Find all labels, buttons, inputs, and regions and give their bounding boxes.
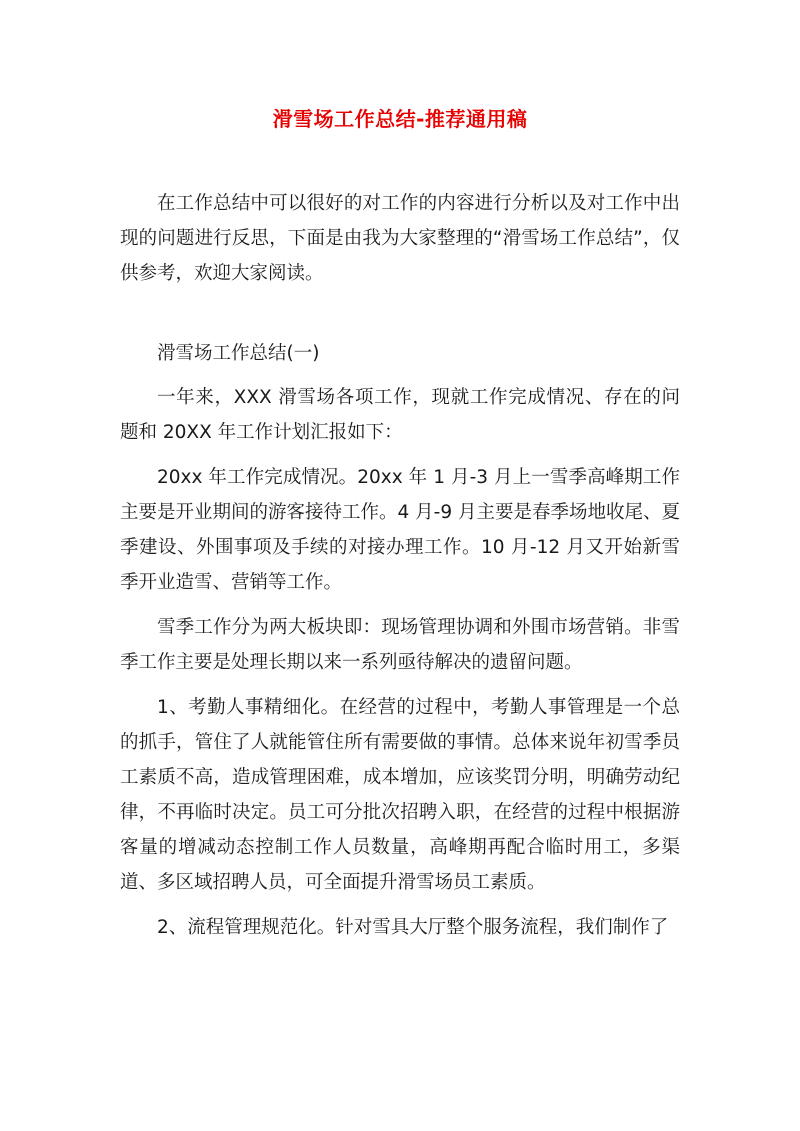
- document-title: 滑雪场工作总结-推荐通用稿: [272, 107, 528, 131]
- body-paragraph: 雪季工作分为两大板块即：现场管理协调和外围市场营销。非雪季工作主要是处理长期以来一系列亟待解决的遗留问题。: [120, 617, 680, 673]
- section-heading: 滑雪场工作总结(一): [157, 343, 320, 364]
- intro-paragraph: 在工作总结中可以很好的对工作的内容进行分析以及对工作中出现的问题进行反思，下面是由我为大家整理的“滑雪场工作总结”，仅供参考，欢迎大家阅读。: [120, 193, 680, 284]
- document-body: [120, 186, 680, 955]
- body-paragraph: 20xx 年工作完成情况。20xx 年 1 月-3 月上一雪季高峰期工作主要是开业期间的游客接待工作。4 月-9 月主要是春季场地收尾、夏季建设、外围事项及手续的对接办理工作。10 月-12 月又开始新雪季开业造雪、营销等工作。: [120, 467, 680, 593]
- body-paragraph: 1、考勤人事精细化。在经营的过程中，考勤人事管理是一个总的抓手，管住了人就能管住所有需要做的事情。总体来说年初雪季员工素质不高，造成管理困难，成本增加，应该奖罚分明，明确劳动纪律，不再临时决定。员工可分批次招聘入职，在经营的过程中根据游客量的增减动态控制工作人员数量，高峰期再配合临时用工，多渠道、多区域招聘人员，可全面提升滑雪场员工素质。: [120, 697, 680, 893]
- body-paragraph: 一年来，XXX 滑雪场各项工作，现就工作完成情况、存在的问题和 20XX 年工作计划汇报如下：: [120, 387, 680, 443]
- body-paragraph: 2、流程管理规范化。针对雪具大厅整个服务流程，我们制作了: [157, 917, 669, 938]
- blank-line: [120, 301, 680, 336]
